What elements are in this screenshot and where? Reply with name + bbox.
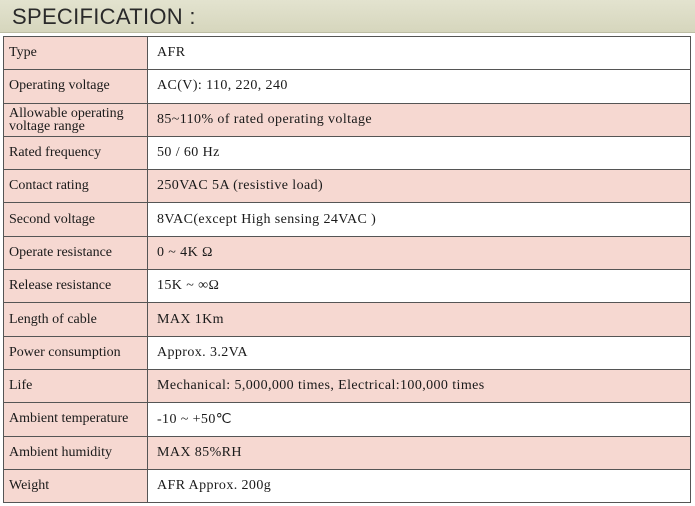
spec-value: 250VAC 5A (resistive load) xyxy=(148,170,691,203)
spec-row-ambient-temperature xyxy=(4,403,691,436)
spec-row-life xyxy=(4,369,691,402)
spec-value: 15K ~ ∞Ω xyxy=(148,270,691,303)
spec-label: Power consumption xyxy=(4,336,148,369)
spec-label: Type xyxy=(4,37,148,70)
spec-label: Operate resistance xyxy=(4,236,148,269)
spec-value: 8VAC(except High sensing 24VAC ) xyxy=(148,203,691,236)
spec-value: AFR Approx. 200g xyxy=(148,469,691,502)
spec-row-weight xyxy=(4,469,691,502)
spec-row-second-voltage xyxy=(4,203,691,236)
spec-row-contact-rating xyxy=(4,170,691,203)
spec-label: Length of cable xyxy=(4,303,148,336)
spec-label: Contact rating xyxy=(4,170,148,203)
title-bar xyxy=(0,0,695,33)
spec-row-type xyxy=(4,37,691,70)
spec-value: Mechanical: 5,000,000 times, Electrical:100,000 times xyxy=(148,369,691,402)
spec-row-cable-length xyxy=(4,303,691,336)
spec-value: 85~110% of rated operating voltage xyxy=(148,103,691,136)
spec-value: AFR xyxy=(148,37,691,70)
spec-row-operate-resistance xyxy=(4,236,691,269)
spec-label: Operating voltage xyxy=(4,70,148,103)
spec-row-power-consumption xyxy=(4,336,691,369)
spec-label: Ambient humidity xyxy=(4,436,148,469)
page-title: SPECIFICATION : xyxy=(12,4,196,29)
spec-label: Allowable operating voltage range xyxy=(4,103,148,136)
spec-row-rated-frequency xyxy=(4,136,691,169)
spec-value: -10 ~ +50℃ xyxy=(148,403,691,436)
spec-label: Second voltage xyxy=(4,203,148,236)
spec-value: 0 ~ 4K Ω xyxy=(148,236,691,269)
spec-label: Ambient temperature xyxy=(4,403,148,436)
specification-table xyxy=(3,36,691,503)
spec-value: 50 / 60 Hz xyxy=(148,136,691,169)
spec-label: Release resistance xyxy=(4,270,148,303)
spec-row-operating-voltage xyxy=(4,70,691,103)
spec-value: MAX 1Km xyxy=(148,303,691,336)
spec-value: MAX 85%RH xyxy=(148,436,691,469)
spec-label: Weight xyxy=(4,469,148,502)
spec-label: Life xyxy=(4,369,148,402)
spec-row-voltage-range xyxy=(4,103,691,136)
spec-value: AC(V): 110, 220, 240 xyxy=(148,70,691,103)
spec-label: Rated frequency xyxy=(4,136,148,169)
spec-row-release-resistance xyxy=(4,270,691,303)
spec-row-ambient-humidity xyxy=(4,436,691,469)
spec-value: Approx. 3.2VA xyxy=(148,336,691,369)
